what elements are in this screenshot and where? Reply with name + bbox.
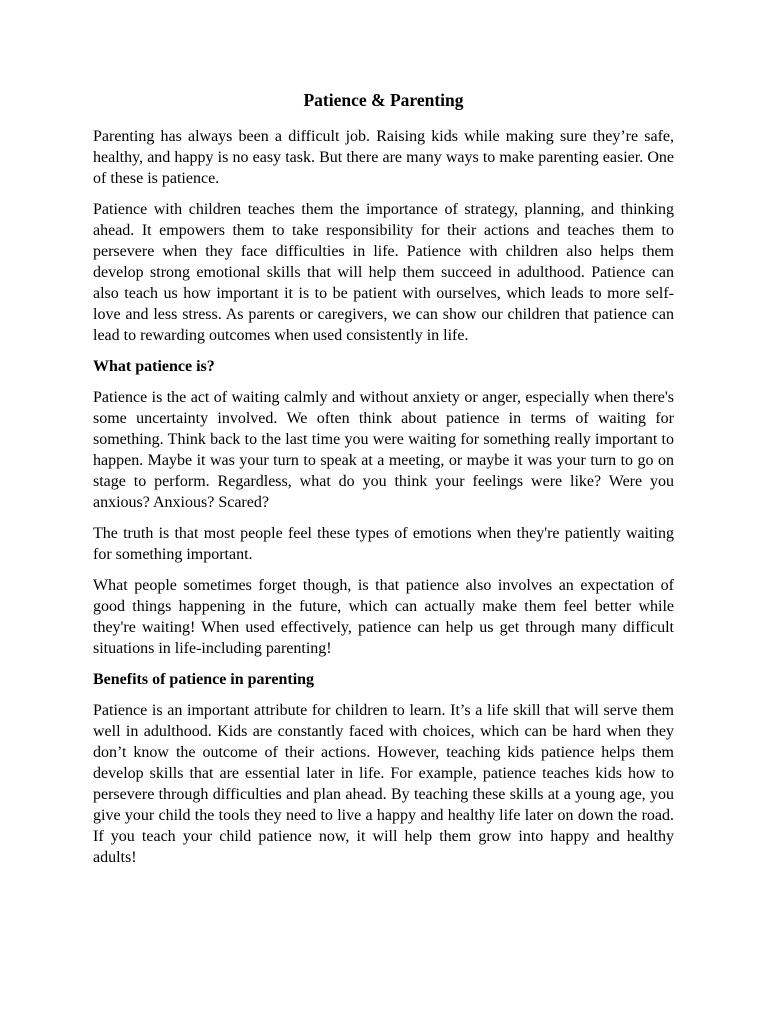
section-heading-benefits: Benefits of patience in parenting	[93, 671, 315, 688]
paragraph-expectation: What people sometimes forget though, is that patience also involves an expectation of good things happening in the future, which can actually make them feel better while they're waiting! When used effectively, patience can help us get through many difficult situations in life-including parenting!	[93, 577, 674, 657]
paragraph-truth: The truth is that most people feel these types of emotions when they're patiently waiting for something important.	[93, 525, 674, 563]
paragraph-definition: Patience is the act of waiting calmly and without anxiety or anger, especially when there's some uncertainty involved. We often think about patience in terms of waiting for something. Think back to the last time you were waiting for something really important to happen. Maybe it was your turn to speak at a meeting, or maybe it was your turn to go on stage to perform. Regardless, what do you think your feelings were like? Were you anxious? Anxious? Scared?	[93, 389, 674, 511]
section-heading-what-patience-is: What patience is?	[93, 358, 215, 375]
paragraph-intro: Parenting has always been a difficult job. Raising kids while making sure they’re safe, healthy, and happy is no easy task. But there are many ways to make parenting easier. One of these is patience.	[93, 128, 674, 187]
paragraph-patience-with-children: Patience with children teaches them the importance of strategy, planning, and thinking ahead. It empowers them to take responsibility for their actions and teaches them to persevere when they face difficulties in life. Patience with children also helps them develop strong emotional skills that will help them succeed in adulthood. Patience can also teach us how important it is to be patient with ourselves, which leads to more self-love and less stress. As parents or caregivers, we can show our children that patience can lead to rewarding outcomes when used consistently in life.	[93, 201, 674, 344]
page-title: Patience & Parenting	[303, 90, 464, 110]
document-body	[93, 88, 674, 878]
paragraph-benefits: Patience is an important attribute for children to learn. It’s a life skill that will serve them well in adulthood. Kids are constantly faced with choices, which can be hard when they don’t know the outcome of their actions. However, teaching kids patience helps them develop skills that are essential later in life. For example, patience teaches kids how to persevere through difficulties and plan ahead. By teaching these skills at a young age, you give your child the tools they need to live a happy and healthy life later on down the road. If you teach your child patience now, it will help them grow into happy and healthy adults!	[93, 702, 674, 866]
